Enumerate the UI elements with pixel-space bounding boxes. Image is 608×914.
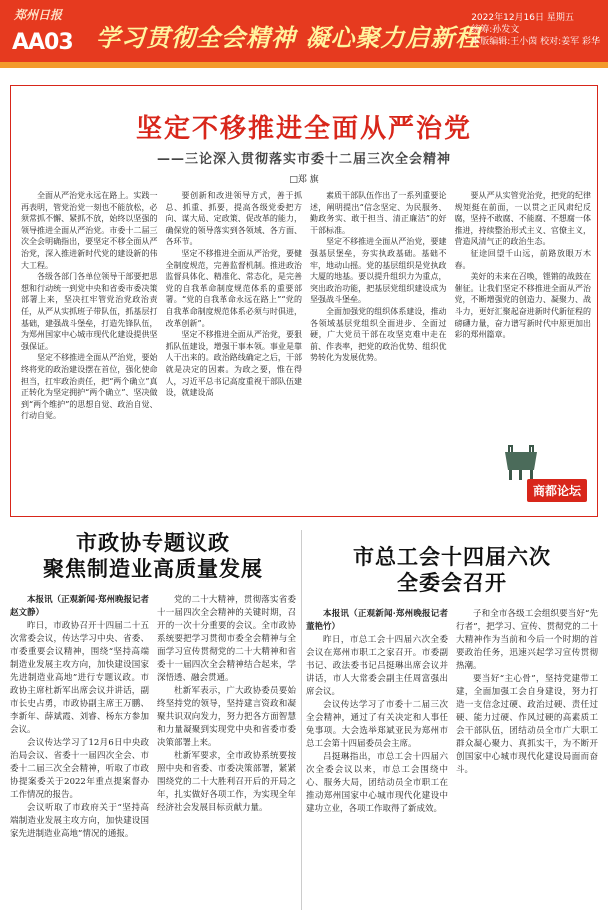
paragraph: 要从严从实管党治党，把党的纪律规矩挺在前面，一以贯之正风肃纪反腐，坚持不敢腐、不能腐、不想腐一体推进，持续整治形式主义、官僚主义，营造风清气正的政治生态。	[454, 191, 591, 247]
header-meta	[471, 12, 600, 48]
headline-line: 市政协专题议政	[76, 531, 230, 555]
paragraph: 坚定不移推进全面从严治党，要狠抓队伍建设，增强干事本领。事业是靠人干出来的。政治路线确定之后，干部就是决定的因素。为政之要，惟在得人，习近平总书记高度重视干部队伍建设，就建设高	[165, 330, 302, 398]
paragraph: 党的二十大精神，贯彻落实省委十一届四次全会精神的关键时期，召开的一次十分重要的会议。全市政协系统要把学习贯彻市委全会精神与全面学习宣传贯彻党的二十大精神和省委十一届四次全会精神结合起来，学深悟透、融会贯通。	[157, 595, 296, 683]
commentary-column	[166, 190, 303, 508]
bronze-vessel-icon	[499, 444, 543, 482]
story-headline	[306, 544, 598, 596]
section-slogan: 学习贯彻全会精神 凝心聚力启新程	[96, 24, 481, 52]
paragraph: 会议传达学习了12月6日中央政治局会议、省委十一届四次全会、市委十二届三次全会精神，听取了市政协提案委关于2022年重点提案督办工作情况的报告。	[10, 738, 149, 800]
column-divider	[301, 530, 302, 910]
paragraph: 昨日，市政协召开十四届二十五次常委会议，传达学习中央、省委、市委重要会议精神，围绕“坚持高端制造业发展主攻方向，加快建设国家先进制造业高地”进行专题议政。市政协主席杜新军出席会议并讲话，副市长史占勇，市政协副主席王万鹏、李新年、薛斌霞、刘睿、杨东方参加会议。	[10, 621, 149, 735]
paragraph: 昨日，市总工会十四届六次全委会议在郑州市职工之家召开。市委副书记、政法委书记吕挺琳出席会议并讲话，市人大常委会副主任周富强出席会议。	[306, 635, 448, 697]
paragraph: 子和全市各级工会组织要当好“先行者”，把学习、宣传、贯彻党的二十大精神作为当前和今后一个时期的首要政治任务，迅速兴起学习宣传贯彻热潮。	[456, 609, 598, 671]
story-trade-union	[306, 530, 598, 914]
paragraph: 杜新军表示，广大政协委员要始终坚持党的领导，坚持建言资政和凝聚共识双向发力，努力把各方面智慧和力量凝聚到实现党中央和省委市委决策部署上来。	[157, 686, 296, 748]
story-byline: 本报讯（正观新闻·郑州晚报记者 董艳竹）	[306, 609, 448, 632]
column-tag: 商都论坛	[527, 479, 587, 502]
paragraph: 要当好“主心骨”，坚持党建带工建，全面加强工会自身建设，努力打造一支信念过硬、政治过硬、责任过硬、能力过硬、作风过硬的高素质工会干部队伍，团结动员全市广大职工群众凝心聚力、真抓实干，为不断开创国家中心城市现代化建设局面而奋斗。	[456, 674, 598, 775]
paragraph: 全面从严治党永远在路上。实践一再表明，管党治党一刻也不能放松，必须常抓不懈、紧抓不放，始终以坚强的领导推进全面从严治党。市委十二届三次全会明确指出，要坚定不移全面从严治党，深入推进新时代党的建设新的伟大工程。	[21, 191, 158, 270]
page-header	[0, 0, 608, 62]
story-column	[306, 608, 448, 914]
paragraph: 杜新军要求，全市政协系统要按照中央和省委、市委决策部署，紧紧围绕党的二十大胜利召开后的开局之年，扎实做好各项工作，为实现全年经济社会发展目标贡献力量。	[157, 751, 296, 813]
paragraph: 会议听取了市政府关于“坚持高端制造业发展主攻方向，加快建设国家先进制造业高地”情况的通报。	[10, 803, 149, 839]
commentary-column	[310, 190, 447, 508]
story-byline: 本报讯（正观新闻·郑州晚报记者 赵文静）	[10, 595, 149, 618]
page-number: AA03	[12, 30, 73, 55]
commentary-author: □郑 旗	[289, 175, 319, 185]
staff-credit: 本版编辑:王小茵 校对:姜军 彩华	[471, 37, 600, 47]
paragraph: 坚定不移推进全面从严治党，要始终将党的政治建设摆在首位，强化使命担当，扛牢政治责任，把“两个确立”真正转化为坚定拥护“两个确立”、坚决做到“两个维护”的思想自觉、政治自觉、行动自觉。	[21, 353, 158, 421]
header-stripe	[0, 62, 608, 68]
story-body	[10, 594, 296, 906]
paragraph: 全面加强党的组织体系建设，推动各领域基层党组织全面进步、全面过硬，广大党员干部在攻坚克难中走在前、作表率，把党的政治优势、组织优势转化为发展优势。	[310, 306, 447, 363]
story-body	[306, 608, 598, 914]
issue-date: 2022年12月16日 星期五	[471, 13, 574, 23]
story-cppcc	[10, 530, 296, 906]
story-column	[456, 608, 598, 914]
headline-line: 全委会召开	[397, 571, 507, 595]
commentary-column	[21, 190, 158, 508]
paragraph: 坚定不移推进全面从严治党，要建强基层堡垒，夯实执政基础。基础不牢，地动山摇。党的基层组织是党执政大厦的地基。要以提升组织力为重点，突出政治功能，把基层党组织建设成为坚强战斗堡垒。	[310, 237, 447, 305]
commentary-box	[10, 85, 598, 517]
paragraph: 素质干部队伍作出了一系列重要论述，阐明提出“信念坚定、为民服务、勤政务实、敢于担当、清正廉洁”的好干部标准。	[310, 191, 447, 235]
headline-line: 聚焦制造业高质量发展	[43, 557, 263, 581]
commentary-title: 坚定不移推进全面从严治党	[135, 114, 472, 144]
paragraph: 要创新和改进领导方式，善于抓总、抓重、抓要，提高各级党委把方向、谋大局、定政策、促改革的能力，确保党的领导落实到各领域、各方面、各环节。	[165, 191, 302, 247]
paragraph: 各级各部门各单位领导干部要把思想和行动统一到党中央和省委市委决策部署上来，坚决扛牢管党治党政治责任，从严从实抓班子带队伍，抓基层打基础，建强战斗堡垒，打造先锋队伍，为郑州国家中心城市现代化建设提供坚强保证。	[21, 272, 158, 351]
paragraph: 吕挺琳指出，市总工会十四届六次全委会议以来，市总工会围绕中心、服务大局，团结动员全市职工在推动郑州国家中心城市现代化建设中建功立业，各项工作取得了新成效。	[306, 752, 448, 814]
story-column	[157, 594, 296, 906]
commentary-subtitle: ——三论深入贯彻落实市委十二届三次全会精神	[156, 152, 451, 167]
story-column	[10, 594, 149, 906]
paragraph: 坚定不移推进全面从严治党，要健全制度规范，完善监督机制。推进政治监督具体化、精准化、常态化，是完善党的自我革命制度规范体系的重要部署。“党的自我革命永远在路上”“党的自我革命制度规范体系必须与时俱进，改革创新”。	[165, 248, 302, 328]
paragraph: 美好的未来在召唤，铿锵的战鼓在催征。让我们坚定不移推进全面从严治党，不断增强党的创造力、凝聚力、战斗力，更好汇聚起奋进新时代新征程的磅礴力量，奋力谱写新时代中原更加出彩的郑州篇章。	[454, 272, 591, 340]
newspaper-logo: 郑州日报	[14, 8, 63, 22]
headline-line: 市总工会十四届六次	[353, 545, 551, 569]
editor-credit: 统筹:孙发文	[471, 25, 520, 35]
story-headline	[10, 530, 296, 582]
paragraph: 征途回望千山远，前路放眼万木春。	[454, 248, 591, 270]
paragraph: 会议传达学习了市委十二届三次全会精神，通过了有关决定和人事任免事项。大会选举郑斌亚民为郑州市总工会第十四届委员会主席。	[306, 700, 448, 749]
